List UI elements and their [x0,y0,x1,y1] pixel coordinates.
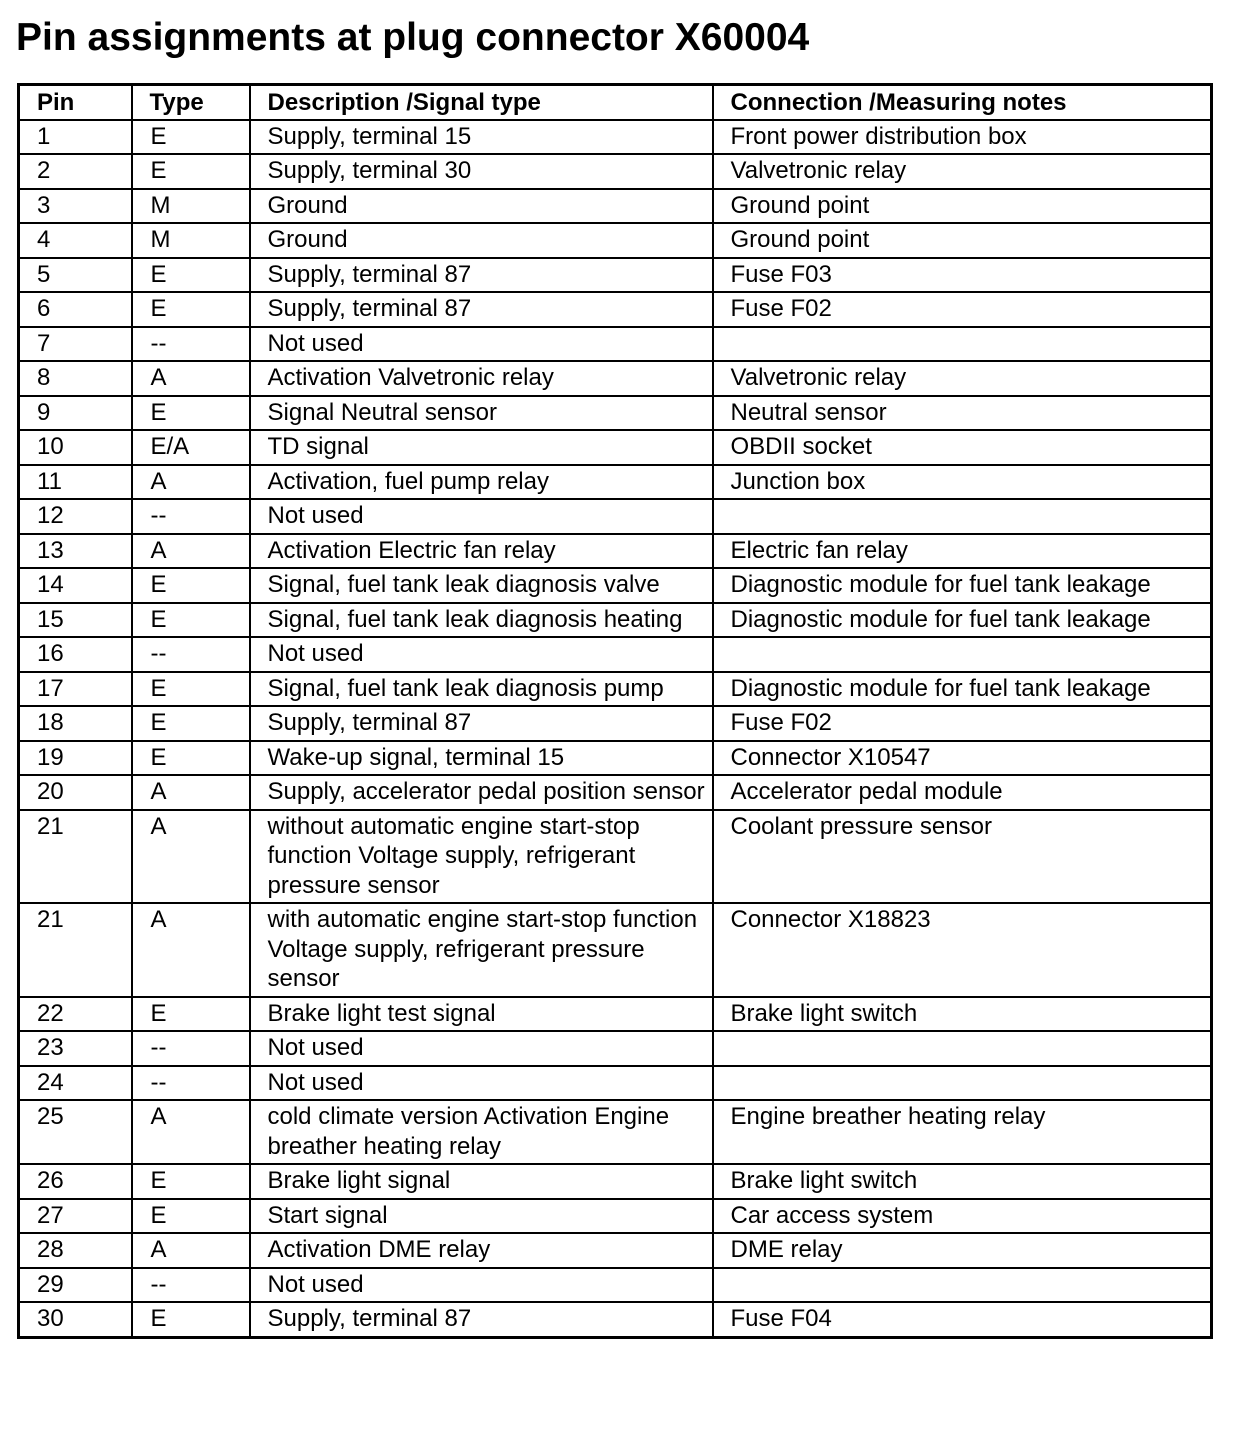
connection-cell [713,499,1212,534]
type-cell: E [132,292,250,327]
description-cell: Signal Neutral sensor [250,396,713,431]
description-cell: Supply, terminal 15 [250,120,713,155]
type-cell: E [132,568,250,603]
pin-cell: 16 [19,637,132,672]
description-cell: Ground [250,189,713,224]
table-row [19,637,1212,672]
description-cell: Supply, terminal 87 [250,258,713,293]
type-cell: -- [132,1268,250,1303]
type-cell: A [132,534,250,569]
description-cell: Supply, terminal 30 [250,154,713,189]
pin-cell: 19 [19,741,132,776]
type-cell: E [132,603,250,638]
type-cell: A [132,361,250,396]
description-cell: cold climate version Activation Engine breather heating relay [250,1100,713,1164]
connection-cell: Junction box [713,465,1212,500]
table-row [19,499,1212,534]
pin-cell: 30 [19,1302,132,1337]
table-row [19,1268,1212,1303]
type-cell: -- [132,1031,250,1066]
pin-cell: 21 [19,810,132,904]
type-cell: E [132,1302,250,1337]
connection-cell: Valvetronic relay [713,154,1212,189]
type-cell: A [132,903,250,997]
connection-cell: Neutral sensor [713,396,1212,431]
description-cell: Supply, terminal 87 [250,292,713,327]
table-row [19,292,1212,327]
connection-cell: Electric fan relay [713,534,1212,569]
connection-cell: Accelerator pedal module [713,775,1212,810]
description-cell: Ground [250,223,713,258]
description-cell: Signal, fuel tank leak diagnosis heating [250,603,713,638]
connection-cell: DME relay [713,1233,1212,1268]
type-cell: A [132,1100,250,1164]
table-row [19,1164,1212,1199]
table-row [19,810,1212,904]
table-row [19,672,1212,707]
table-row [19,361,1212,396]
description-cell: Not used [250,1268,713,1303]
description-cell: Not used [250,1031,713,1066]
pin-cell: 23 [19,1031,132,1066]
header-connection: Connection /Measuring notes [713,85,1212,120]
connection-cell: Brake light switch [713,1164,1212,1199]
table-row [19,741,1212,776]
table-row [19,223,1212,258]
type-cell: E [132,672,250,707]
table-row [19,603,1212,638]
pin-cell: 5 [19,258,132,293]
type-cell: -- [132,637,250,672]
pin-cell: 12 [19,499,132,534]
type-cell: -- [132,1066,250,1101]
description-cell: Brake light test signal [250,997,713,1032]
table-row [19,706,1212,741]
table-row [19,258,1212,293]
description-cell: Brake light signal [250,1164,713,1199]
connection-cell: Car access system [713,1199,1212,1234]
connection-cell: Fuse F04 [713,1302,1212,1337]
connection-cell [713,1066,1212,1101]
connection-cell [713,1031,1212,1066]
table-row [19,327,1212,362]
description-cell: Not used [250,1066,713,1101]
type-cell: M [132,189,250,224]
pin-cell: 21 [19,903,132,997]
description-cell: Activation DME relay [250,1233,713,1268]
pin-cell: 10 [19,430,132,465]
type-cell: E [132,706,250,741]
connection-cell: Connector X10547 [713,741,1212,776]
pin-cell: 25 [19,1100,132,1164]
connection-cell: Ground point [713,189,1212,224]
pin-cell: 26 [19,1164,132,1199]
connection-cell: Diagnostic module for fuel tank leakage [713,568,1212,603]
description-cell: Supply, accelerator pedal position sensor [250,775,713,810]
table-row [19,903,1212,997]
description-cell: Signal, fuel tank leak diagnosis pump [250,672,713,707]
type-cell: E [132,154,250,189]
connection-cell: Connector X18823 [713,903,1212,997]
pin-cell: 3 [19,189,132,224]
description-cell: Not used [250,327,713,362]
type-cell: E [132,1199,250,1234]
table-row [19,1100,1212,1164]
description-cell: Supply, terminal 87 [250,1302,713,1337]
pin-cell: 1 [19,120,132,155]
pin-cell: 14 [19,568,132,603]
table-row [19,534,1212,569]
type-cell: E [132,997,250,1032]
connection-cell: Valvetronic relay [713,361,1212,396]
type-cell: E [132,258,250,293]
description-cell: Not used [250,637,713,672]
header-description: Description /Signal type [250,85,713,120]
connection-cell [713,1268,1212,1303]
table-row [19,775,1212,810]
table-row [19,1199,1212,1234]
table-row [19,997,1212,1032]
connection-cell: Fuse F03 [713,258,1212,293]
connection-cell: OBDII socket [713,430,1212,465]
type-cell: E [132,741,250,776]
pin-assignment-table [17,83,1213,1339]
description-cell: Activation Electric fan relay [250,534,713,569]
table-row [19,396,1212,431]
connection-cell: Diagnostic module for fuel tank leakage [713,672,1212,707]
table-body [19,120,1212,1338]
description-cell: without automatic engine start-stop function Voltage supply, refrigerant pressure sensor [250,810,713,904]
pin-cell: 13 [19,534,132,569]
type-cell: A [132,465,250,500]
pin-cell: 15 [19,603,132,638]
pin-cell: 28 [19,1233,132,1268]
pin-cell: 17 [19,672,132,707]
table-row [19,430,1212,465]
type-cell: -- [132,327,250,362]
type-cell: A [132,1233,250,1268]
pin-cell: 24 [19,1066,132,1101]
description-cell: Not used [250,499,713,534]
type-cell: E/A [132,430,250,465]
type-cell: E [132,1164,250,1199]
table-row [19,154,1212,189]
type-cell: E [132,396,250,431]
pin-cell: 18 [19,706,132,741]
description-cell: Activation Valvetronic relay [250,361,713,396]
pin-cell: 6 [19,292,132,327]
connection-cell [713,327,1212,362]
type-cell: A [132,775,250,810]
connection-cell [713,637,1212,672]
description-cell: TD signal [250,430,713,465]
pin-cell: 22 [19,997,132,1032]
table-row [19,465,1212,500]
page-title: Pin assignments at plug connector X60004 [16,16,810,59]
connection-cell: Fuse F02 [713,706,1212,741]
type-cell: E [132,120,250,155]
pin-cell: 9 [19,396,132,431]
description-cell: Start signal [250,1199,713,1234]
connection-cell: Ground point [713,223,1212,258]
table-row [19,568,1212,603]
table-row [19,1302,1212,1337]
pin-cell: 29 [19,1268,132,1303]
connection-cell: Fuse F02 [713,292,1212,327]
pin-cell: 7 [19,327,132,362]
table-row [19,189,1212,224]
pin-cell: 8 [19,361,132,396]
description-cell: with automatic engine start-stop function Voltage supply, refrigerant pressure sensor [250,903,713,997]
pin-cell: 4 [19,223,132,258]
connection-cell: Coolant pressure sensor [713,810,1212,904]
description-cell: Signal, fuel tank leak diagnosis valve [250,568,713,603]
type-cell: -- [132,499,250,534]
table-row [19,120,1212,155]
pin-cell: 11 [19,465,132,500]
header-type: Type [132,85,250,120]
description-cell: Activation, fuel pump relay [250,465,713,500]
description-cell: Wake-up signal, terminal 15 [250,741,713,776]
table-row [19,1066,1212,1101]
connection-cell: Front power distribution box [713,120,1212,155]
pin-cell: 27 [19,1199,132,1234]
pin-cell: 2 [19,154,132,189]
table-header-row [19,85,1212,120]
table-row [19,1233,1212,1268]
pin-cell: 20 [19,775,132,810]
table-row [19,1031,1212,1066]
connection-cell: Diagnostic module for fuel tank leakage [713,603,1212,638]
connection-cell: Engine breather heating relay [713,1100,1212,1164]
type-cell: A [132,810,250,904]
connection-cell: Brake light switch [713,997,1212,1032]
description-cell: Supply, terminal 87 [250,706,713,741]
type-cell: M [132,223,250,258]
header-pin: Pin [19,85,132,120]
